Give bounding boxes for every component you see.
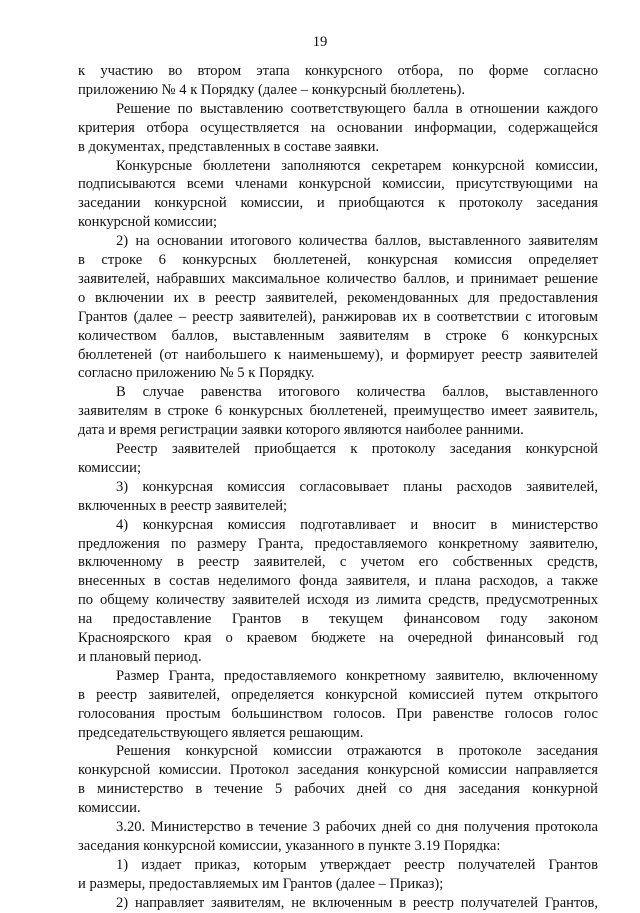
- text-line: предложения по размеру Гранта, предоставляемого конкретному заявителю,: [78, 535, 598, 552]
- text-line: включенному в реестр заявителей, с учетом его собственных средств,: [78, 554, 598, 571]
- text-line: конкурсной комиссии;: [78, 214, 218, 231]
- text-line: голосования простым большинством голосов. При равенстве голосов голос: [78, 705, 598, 722]
- text-line: Решения конкурсной комиссии отражаются в протоколе заседания: [116, 743, 598, 760]
- text-line: заявителям в строке 6 конкурсных бюллетеней, преимущество имеет заявитель,: [78, 403, 598, 420]
- text-line: 3) конкурсная комиссия согласовывает планы расходов заявителей,: [116, 478, 598, 495]
- text-line: количеством баллов, выставленным заявителям в строке 6 конкурсных: [78, 327, 598, 344]
- text-line: 3.20. Министерство в течение 3 рабочих дней со дня получения протокола: [116, 819, 598, 835]
- text-line: 2) направляет заявителям, не включенным в реестр получателей Грантов,: [116, 894, 598, 911]
- text-line: Реестр заявителей приобщается к протоколу заседания конкурсной: [116, 441, 598, 457]
- text-line: приложению № 4 к Порядку (далее – конкурсный бюллетень).: [78, 81, 466, 98]
- text-line: Конкурсные бюллетени заполняются секретарем конкурсной комиссии,: [116, 157, 598, 174]
- text-line: заседания конкурсной комиссии, указанного в пункте 3.19 Порядка:: [78, 837, 501, 854]
- text-line: по общему количеству заявителей исходя из лимита средств, предусмотренных: [78, 592, 598, 609]
- text-line: согласно приложению № 5 к Порядку.: [78, 365, 315, 382]
- text-line: Размер Гранта, предоставляемого конкретному заявителю, включенному: [116, 667, 598, 684]
- text-line: Решение по выставлению соответствующего балла в отношении каждого: [116, 100, 598, 117]
- text-line: комиссии;: [78, 459, 142, 476]
- text-line: к участию во втором этапа конкурсного отбора, по форме согласно: [78, 63, 598, 79]
- text-line: В случае равенства итогового количества баллов, выставленного: [116, 384, 598, 401]
- text-line: дата и время регистрации заявки которого являются наиболее ранними.: [78, 422, 524, 439]
- text-line: критерия отбора осуществляется на основании информации, содержащейся: [78, 119, 598, 136]
- text-line: Красноярского края о краевом бюджете на очередной финансовый год: [78, 630, 598, 646]
- text-line: внесенных в состав неделимого фонда заявителя, и плана расходов, а также: [78, 573, 598, 590]
- text-line: заседании конкурсной комиссии, и приобщаются к протоколу заседания: [78, 195, 598, 212]
- text-line: Грантов (далее – реестр заявителей), ранжировав их в соответствии с итоговым: [78, 308, 598, 325]
- page-number: 19: [312, 34, 328, 50]
- text-line: и размеры, предоставляемых им Грантов (далее – Приказ);: [78, 875, 444, 892]
- text-line: подписываются всеми членами конкурсной комиссии, присутствующими на: [78, 176, 598, 193]
- text-line: комиссии.: [78, 800, 141, 817]
- text-line: председательствующего является решающим.: [78, 724, 364, 741]
- text-line: конкурсной комиссии. Протокол заседания конкурсной комиссии направляется: [78, 762, 598, 779]
- text-line: 4) конкурсная комиссия подготавливает и вносит в министерство: [116, 516, 598, 533]
- text-line: бюллетеней (от наибольшего к наименьшему), и формирует реестр заявителей: [78, 346, 598, 363]
- text-line: заявителей, набравших максимальное количество баллов, и принимает решение: [78, 270, 598, 287]
- text-line: в реестр заявителей, определяется конкурсной комиссией путем открытого: [78, 686, 598, 703]
- text-line: в министерство в течение 5 рабочих дней со дня заседания конкурной: [78, 781, 598, 798]
- text-line: на предоставление Грантов в текущем финансовом году законом: [78, 611, 598, 628]
- text-line: и плановый период.: [78, 648, 202, 665]
- text-line: в строке 6 конкурсных бюллетеней, конкурсная комиссия определяет: [78, 252, 598, 268]
- text-line: о включении их в реестр заявителей, рекомендованных для предоставления: [78, 289, 598, 306]
- text-line: 2) на основании итогового количества баллов, выставленного заявителям: [116, 233, 598, 250]
- text-line: включенных в реестр заявителей;: [78, 497, 288, 514]
- text-line: в документах, представленных в составе заявки.: [78, 138, 380, 155]
- text-line: 1) издает приказ, которым утверждает реестр получателей Грантов: [116, 856, 598, 873]
